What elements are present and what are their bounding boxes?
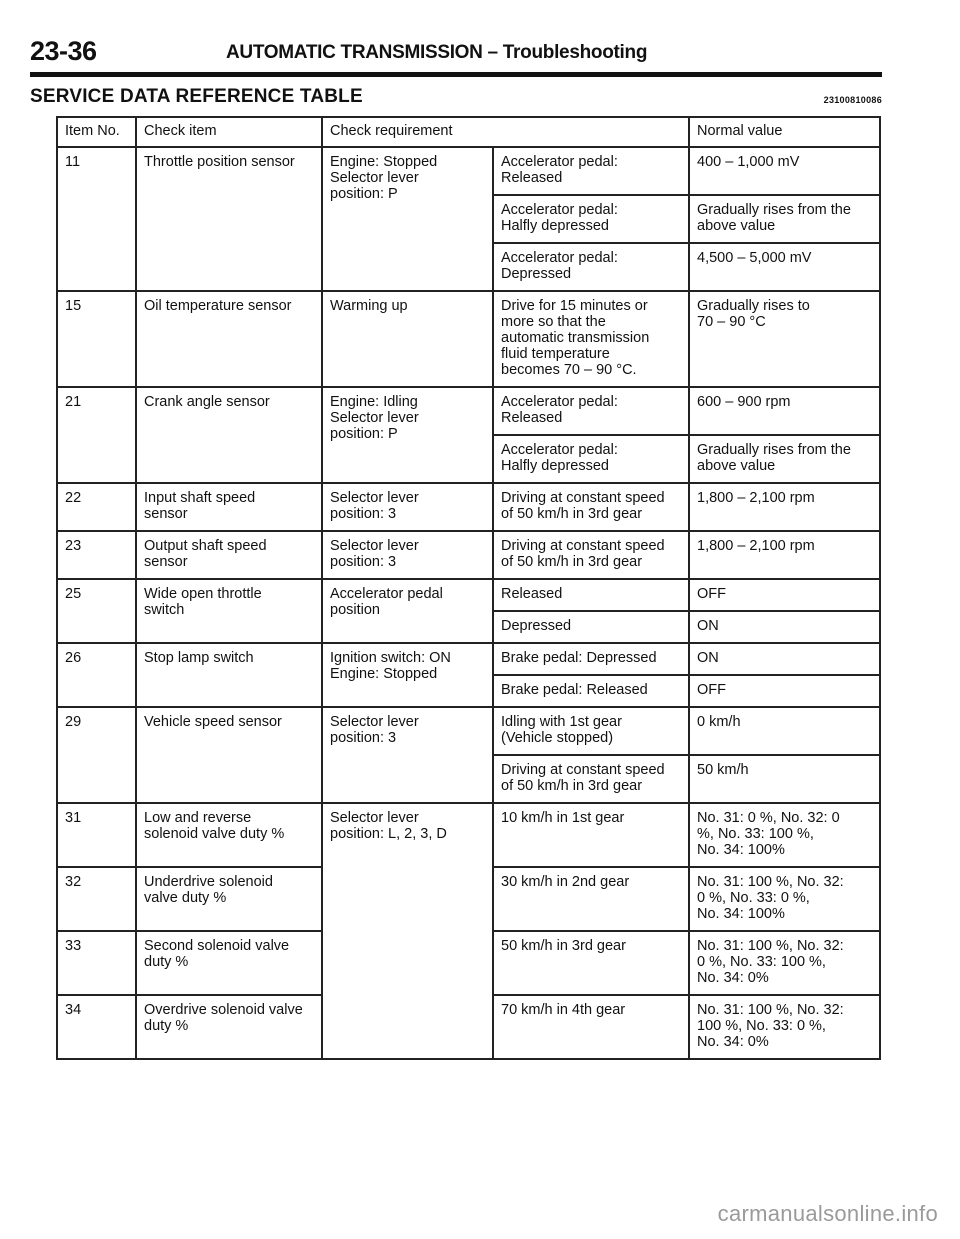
header-item-no: Item No. <box>57 117 136 147</box>
check-item: Throttle position sensor <box>136 147 322 291</box>
document-code: 23100810086 <box>823 95 882 105</box>
table-body <box>57 147 880 1059</box>
normal-value: 1,800 – 2,100 rpm <box>689 483 880 531</box>
normal-value: 50 km/h <box>689 755 880 803</box>
item-number: 11 <box>57 147 136 291</box>
table-header-row <box>57 117 880 147</box>
normal-value: ON <box>689 643 880 675</box>
check-item: Oil temperature sensor <box>136 291 322 387</box>
item-number: 33 <box>57 931 136 995</box>
requirement-condition: Accelerator pedal: Released <box>493 387 689 435</box>
check-requirement: Selector lever position: 3 <box>322 531 493 579</box>
check-item: Wide open throttle switch <box>136 579 322 643</box>
item-number: 34 <box>57 995 136 1059</box>
check-item: Crank angle sensor <box>136 387 322 483</box>
normal-value: 1,800 – 2,100 rpm <box>689 531 880 579</box>
table-row <box>57 147 880 195</box>
item-number: 21 <box>57 387 136 483</box>
header-normal-value: Normal value <box>689 117 880 147</box>
requirement-condition: 50 km/h in 3rd gear <box>493 931 689 995</box>
normal-value: Gradually rises from the above value <box>689 435 880 483</box>
requirement-condition: Driving at constant speed of 50 km/h in 3rd gear <box>493 531 689 579</box>
check-item: Vehicle speed sensor <box>136 707 322 803</box>
normal-value: Gradually rises to 70 – 90 °C <box>689 291 880 387</box>
watermark: carmanualsonline.info <box>717 1201 938 1226</box>
requirement-condition: Accelerator pedal: Depressed <box>493 243 689 291</box>
header-divider <box>30 72 882 77</box>
requirement-condition: 70 km/h in 4th gear <box>493 995 689 1059</box>
normal-value: OFF <box>689 675 880 707</box>
requirement-condition: Released <box>493 579 689 611</box>
header-check-item: Check item <box>136 117 322 147</box>
check-requirement: Selector lever position: 3 <box>322 483 493 531</box>
normal-value: Gradually rises from the above value <box>689 195 880 243</box>
check-requirement: Selector lever position: L, 2, 3, D <box>322 803 493 1059</box>
table-row <box>57 483 880 531</box>
item-number: 25 <box>57 579 136 643</box>
page-header <box>30 36 882 70</box>
normal-value: No. 31: 100 %, No. 32: 0 %, No. 33: 100 %, No. 34: 0% <box>689 931 880 995</box>
check-item: Underdrive solenoid valve duty % <box>136 867 322 931</box>
requirement-condition: Accelerator pedal: Halfly depressed <box>493 195 689 243</box>
table-row <box>57 291 880 387</box>
check-requirement: Ignition switch: ON Engine: Stopped <box>322 643 493 707</box>
normal-value: 0 km/h <box>689 707 880 755</box>
service-data-table <box>56 116 881 1060</box>
check-requirement: Engine: Stopped Selector lever position: P <box>322 147 493 291</box>
header-check-requirement: Check requirement <box>322 117 689 147</box>
item-number: 29 <box>57 707 136 803</box>
requirement-condition: Accelerator pedal: Released <box>493 147 689 195</box>
requirement-condition: Drive for 15 minutes or more so that the automatic transmission fluid temperature becomes 70 – 90 °C. <box>493 291 689 387</box>
normal-value: No. 31: 100 %, No. 32: 100 %, No. 33: 0 %, No. 34: 0% <box>689 995 880 1059</box>
check-item: Input shaft speed sensor <box>136 483 322 531</box>
requirement-condition: 30 km/h in 2nd gear <box>493 867 689 931</box>
requirement-condition: Brake pedal: Released <box>493 675 689 707</box>
table-row <box>57 643 880 675</box>
page-number: 23-36 <box>30 36 97 66</box>
normal-value: 400 – 1,000 mV <box>689 147 880 195</box>
page-title: AUTOMATIC TRANSMISSION – Troubleshooting <box>226 42 648 63</box>
requirement-condition: 10 km/h in 1st gear <box>493 803 689 867</box>
check-requirement: Accelerator pedal position <box>322 579 493 643</box>
normal-value: 4,500 – 5,000 mV <box>689 243 880 291</box>
check-item: Output shaft speed sensor <box>136 531 322 579</box>
requirement-condition: Accelerator pedal: Halfly depressed <box>493 435 689 483</box>
check-requirement: Warming up <box>322 291 493 387</box>
check-item: Second solenoid valve duty % <box>136 931 322 995</box>
normal-value: ON <box>689 611 880 643</box>
item-number: 23 <box>57 531 136 579</box>
table-row <box>57 707 880 755</box>
section-title: SERVICE DATA REFERENCE TABLE <box>30 86 363 107</box>
requirement-condition: Driving at constant speed of 50 km/h in 3rd gear <box>493 755 689 803</box>
requirement-condition: Depressed <box>493 611 689 643</box>
check-item: Low and reverse solenoid valve duty % <box>136 803 322 867</box>
item-number: 22 <box>57 483 136 531</box>
check-item: Stop lamp switch <box>136 643 322 707</box>
check-item: Overdrive solenoid valve duty % <box>136 995 322 1059</box>
requirement-condition: Idling with 1st gear (Vehicle stopped) <box>493 707 689 755</box>
normal-value: No. 31: 100 %, No. 32: 0 %, No. 33: 0 %, No. 34: 100% <box>689 867 880 931</box>
requirement-condition: Driving at constant speed of 50 km/h in 3rd gear <box>493 483 689 531</box>
check-requirement: Selector lever position: 3 <box>322 707 493 803</box>
item-number: 31 <box>57 803 136 867</box>
table-row <box>57 531 880 579</box>
item-number: 26 <box>57 643 136 707</box>
normal-value: No. 31: 0 %, No. 32: 0 %, No. 33: 100 %, No. 34: 100% <box>689 803 880 867</box>
normal-value: 600 – 900 rpm <box>689 387 880 435</box>
table-row <box>57 579 880 611</box>
check-requirement: Engine: Idling Selector lever position: P <box>322 387 493 483</box>
table-row <box>57 803 880 867</box>
item-number: 32 <box>57 867 136 931</box>
table-row <box>57 387 880 435</box>
item-number: 15 <box>57 291 136 387</box>
normal-value: OFF <box>689 579 880 611</box>
requirement-condition: Brake pedal: Depressed <box>493 643 689 675</box>
